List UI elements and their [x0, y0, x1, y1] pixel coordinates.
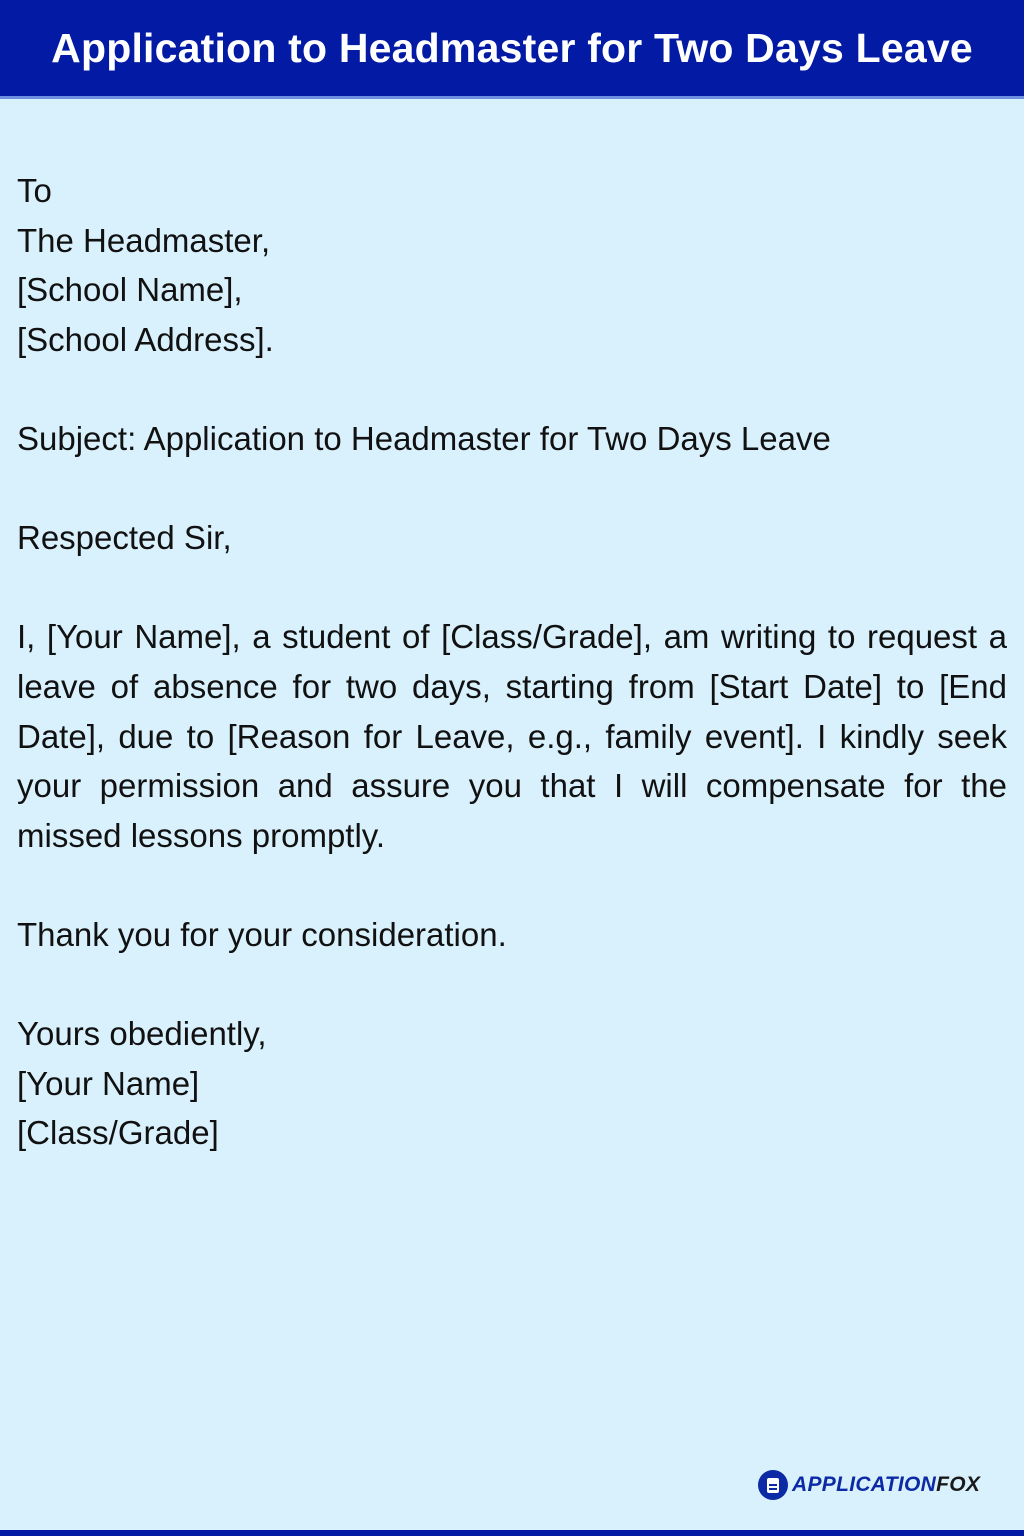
- subject-line: Subject: Application to Headmaster for Two Days Leave: [17, 419, 831, 457]
- document-icon: [758, 1470, 788, 1500]
- body-paragraph: I, [Your Name], a student of [Class/Grade], am writing to request a leave of absence for two days, starting from [Start Date] to [End Date], due to [Reason for Leave, e.g., family event]. I kindly seek your permission and assure you that I will compensate for the missed lessons promptly.: [17, 618, 1007, 854]
- page-header: [0, 0, 1024, 99]
- page-title: Application to Headmaster for Two Days Leave: [51, 24, 973, 71]
- closing-block: [17, 1009, 1007, 1158]
- closing-line: [Class/Grade]: [17, 1114, 219, 1152]
- address-line: [School Name],: [17, 271, 243, 309]
- closing-line: [Your Name]: [17, 1064, 200, 1102]
- logo-text-fox: FOX: [936, 1473, 981, 1496]
- address-line: [School Address].: [17, 320, 274, 358]
- thanks-line: Thank you for your consideration.: [17, 915, 507, 953]
- applicationfox-logo: [758, 1470, 980, 1500]
- address-line: To: [17, 172, 52, 209]
- closing-line: Yours obediently,: [17, 1015, 267, 1053]
- recipient-address: [17, 166, 1007, 364]
- logo-text-application: APPLICATION: [792, 1473, 937, 1496]
- letter-body: [17, 166, 1007, 1158]
- bottom-bar: [0, 1530, 1024, 1536]
- address-line: The Headmaster,: [17, 221, 271, 259]
- salutation: Respected Sir,: [17, 519, 232, 557]
